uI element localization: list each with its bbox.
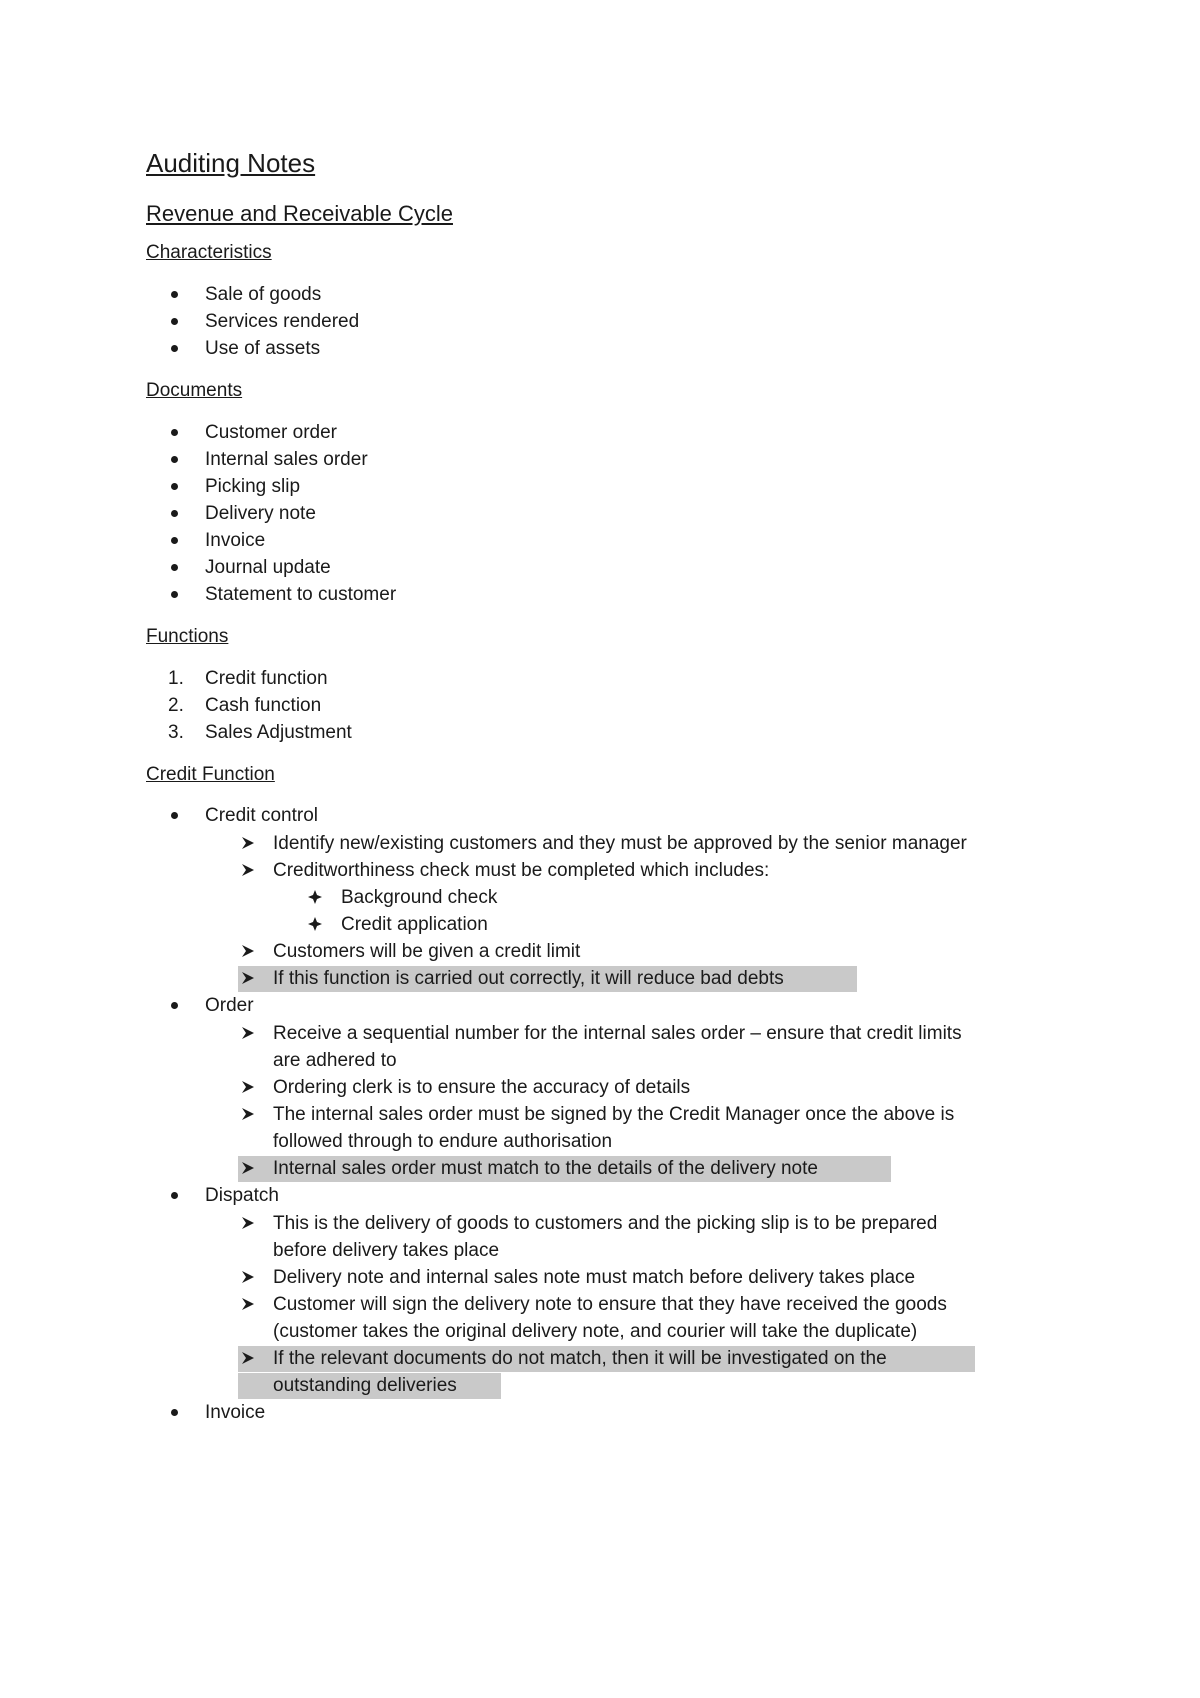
list-item-dispatch: Dispatch: [205, 1185, 279, 1206]
document-title: Auditing Notes: [146, 148, 316, 178]
list-item: Journal update: [205, 557, 331, 578]
list-item: Ordering clerk is to ensure the accuracy of details: [273, 1077, 691, 1098]
arrow-bullet-icon: [240, 1102, 256, 1128]
list-item-continuation: before delivery takes place: [273, 1240, 500, 1261]
bullet-icon: [171, 336, 178, 362]
list-item: Services rendered: [205, 311, 360, 332]
bullet-icon: [171, 309, 178, 335]
arrow-bullet-icon: [240, 1346, 256, 1372]
list-item: Sale of goods: [205, 284, 322, 305]
arrow-bullet-icon: [240, 1292, 256, 1318]
list-item: Sales Adjustment: [205, 722, 352, 743]
bullet-icon: [171, 803, 178, 829]
list-item: Delivery note and internal sales note must match before delivery takes place: [273, 1267, 916, 1288]
arrow-bullet-icon: [240, 966, 256, 992]
list-item-continuation: followed through to endure authorisation: [273, 1131, 613, 1152]
bullet-icon: [171, 1183, 178, 1209]
list-number: 3.: [168, 722, 184, 743]
highlighted-list-item-continuation: outstanding deliveries: [273, 1375, 457, 1396]
list-item: Background check: [341, 887, 498, 908]
bullet-icon: [171, 447, 178, 473]
list-item: Receive a sequential number for the internal sales order – ensure that credit limits: [273, 1023, 962, 1044]
bullet-icon: [171, 582, 178, 608]
list-item: Customer will sign the delivery note to ensure that they have received the goods: [273, 1294, 947, 1315]
bullet-icon: [171, 420, 178, 446]
list-item: Invoice: [205, 530, 266, 551]
bullet-icon: [171, 501, 178, 527]
bullet-icon: [171, 474, 178, 500]
highlighted-list-item: Internal sales order must match to the details of the delivery note: [273, 1158, 818, 1179]
section-heading-characteristics: Characteristics: [146, 242, 272, 263]
section-heading-credit-function: Credit Function: [146, 764, 275, 785]
list-item-credit-control: Credit control: [205, 805, 318, 826]
arrow-bullet-icon: [240, 831, 256, 857]
list-item: Identify new/existing customers and they must be approved by the senior manager: [273, 833, 967, 854]
list-item-continuation: are adhered to: [273, 1050, 397, 1071]
list-item: Use of assets: [205, 338, 321, 359]
list-item: This is the delivery of goods to customers and the picking slip is to be prepared: [273, 1213, 938, 1234]
list-item-order: Order: [205, 995, 254, 1016]
diamond-bullet-icon: [307, 912, 323, 938]
arrow-bullet-icon: [240, 1211, 256, 1237]
list-number: 1.: [168, 668, 184, 689]
list-item: The internal sales order must be signed by the Credit Manager once the above is: [273, 1104, 955, 1125]
list-item: Cash function: [205, 695, 322, 716]
list-item: Credit application: [341, 914, 488, 935]
list-item: Customer order: [205, 422, 337, 443]
list-item: Internal sales order: [205, 449, 368, 470]
highlighted-list-item: If the relevant documents do not match, then it will be investigated on the: [273, 1348, 887, 1369]
section-heading-functions: Functions: [146, 626, 229, 647]
list-item-invoice: Invoice: [205, 1402, 266, 1423]
arrow-bullet-icon: [240, 939, 256, 965]
document-subtitle: Revenue and Receivable Cycle: [146, 201, 453, 226]
arrow-bullet-icon: [240, 1156, 256, 1182]
list-number: 2.: [168, 695, 184, 716]
arrow-bullet-icon: [240, 858, 256, 884]
bullet-icon: [171, 282, 178, 308]
highlighted-list-item: If this function is carried out correctly, it will reduce bad debts: [273, 968, 784, 989]
arrow-bullet-icon: [240, 1075, 256, 1101]
list-item: Delivery note: [205, 503, 316, 524]
bullet-icon: [171, 993, 178, 1019]
arrow-bullet-icon: [240, 1265, 256, 1291]
list-item: Credit function: [205, 668, 328, 689]
arrow-bullet-icon: [240, 1021, 256, 1047]
bullet-icon: [171, 528, 178, 554]
list-item: Statement to customer: [205, 584, 397, 605]
list-item: Creditworthiness check must be completed which includes:: [273, 860, 770, 881]
list-item: Customers will be given a credit limit: [273, 941, 581, 962]
list-item: Picking slip: [205, 476, 301, 497]
bullet-icon: [171, 1400, 178, 1426]
section-heading-documents: Documents: [146, 380, 243, 401]
list-item-continuation: (customer takes the original delivery note, and courier will take the duplicate): [273, 1321, 918, 1342]
diamond-bullet-icon: [307, 885, 323, 911]
bullet-icon: [171, 555, 178, 581]
